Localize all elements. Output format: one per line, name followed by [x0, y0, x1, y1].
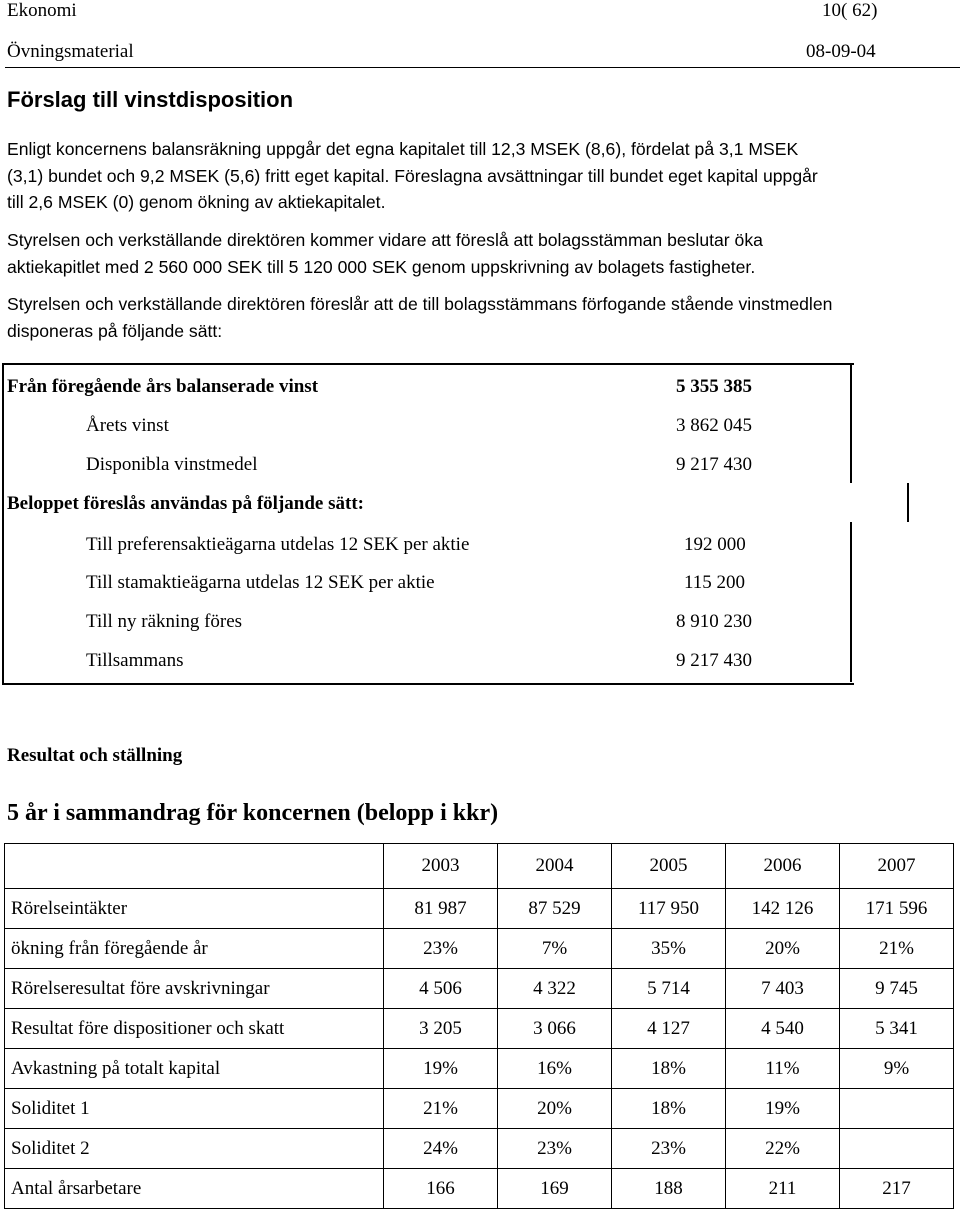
- table-cell: 21%: [384, 1089, 498, 1129]
- row-label: Soliditet 2: [5, 1129, 384, 1169]
- table-cell: 5 714: [612, 969, 726, 1009]
- row-label: Resultat före dispositioner och skatt: [5, 1009, 384, 1049]
- disposition-label-available: Disponibla vinstmedel: [86, 454, 258, 475]
- table-row: [5, 1169, 954, 1209]
- table-cell: 3 066: [498, 1009, 612, 1049]
- table-row: [5, 1049, 954, 1089]
- disposition-right-border-top: [850, 363, 852, 483]
- disposition-value-retained: 5 355 385: [676, 376, 752, 397]
- disposition-label-carried: Till ny räkning föres: [86, 611, 243, 632]
- table-cell: 4 322: [498, 969, 612, 1009]
- paragraph-line: till 2,6 MSEK (0) genom ökning av aktiekapitalet.: [7, 192, 386, 212]
- header-rule: [5, 67, 960, 68]
- disposition-value-common: 115 200: [684, 572, 746, 593]
- table-header-row: [5, 844, 954, 889]
- table-cell: 24%: [384, 1129, 498, 1169]
- table-cell: 23%: [612, 1129, 726, 1169]
- table-row: [5, 969, 954, 1009]
- table-cell: 5 341: [839, 1009, 953, 1049]
- paragraph-line: Enligt koncernens balansräkning uppgår det egna kapitalet till 12,3 MSEK (8,6), fördelat på 3,1 MSEK: [7, 139, 799, 159]
- table-cell: [839, 1129, 953, 1169]
- disposition-label-preference: Till preferensaktieägarna utdelas 12 SEK per aktie: [86, 534, 470, 555]
- year-header: 2005: [612, 844, 726, 889]
- table-cell: 7%: [498, 929, 612, 969]
- disposition-value-year-profit: 3 862 045: [676, 415, 752, 436]
- row-label: Rörelseresultat före avskrivningar: [5, 969, 384, 1009]
- year-header: 2004: [498, 844, 612, 889]
- page-number: 10( 62): [822, 0, 878, 21]
- table-cell: 22%: [725, 1129, 839, 1169]
- table-cell: 169: [498, 1169, 612, 1209]
- summary-table: [4, 843, 954, 1209]
- table-header-empty: [5, 844, 384, 889]
- disposition-value-total: 9 217 430: [676, 650, 752, 671]
- section-heading: Resultat och ställning: [7, 745, 183, 766]
- summary-title: 5 år i sammandrag för koncernen (belopp i kkr): [7, 800, 499, 826]
- table-row: [5, 1129, 954, 1169]
- table-cell: 171 596: [839, 889, 953, 929]
- table-cell: 9%: [839, 1049, 953, 1089]
- table-cell: 9 745: [839, 969, 953, 1009]
- table-cell: 11%: [725, 1049, 839, 1089]
- page-title: Förslag till vinstdisposition: [7, 87, 294, 112]
- paragraph-share-capital: [7, 227, 955, 280]
- disposition-label-proposal: Beloppet föreslås användas på följande sätt:: [7, 493, 364, 514]
- table-row: [5, 1009, 954, 1049]
- table-cell: 16%: [498, 1049, 612, 1089]
- table-cell: 35%: [612, 929, 726, 969]
- table-cell: 4 540: [725, 1009, 839, 1049]
- year-header: 2003: [384, 844, 498, 889]
- table-cell: 20%: [498, 1089, 612, 1129]
- paragraph-line: aktiekapitlet med 2 560 000 SEK till 5 120 000 SEK genom uppskrivning av bolagets fastigheter.: [7, 256, 756, 277]
- table-cell: 4 506: [384, 969, 498, 1009]
- disposition-value-available: 9 217 430: [676, 454, 752, 475]
- row-label: Rörelseintäkter: [5, 889, 384, 929]
- year-header: 2006: [725, 844, 839, 889]
- paragraph-line: Styrelsen och verkställande direktören kommer vidare att föreslå att bolagsstämman beslutar öka: [7, 230, 763, 250]
- table-cell: 81 987: [384, 889, 498, 929]
- header-material: Övningsmaterial: [7, 41, 134, 62]
- disposition-label-year-profit: Årets vinst: [86, 415, 169, 436]
- table-cell: 23%: [498, 1129, 612, 1169]
- paragraph-line: disponeras på följande sätt:: [7, 320, 223, 341]
- table-cell: 117 950: [612, 889, 726, 929]
- table-cell: 18%: [612, 1049, 726, 1089]
- table-cell: 87 529: [498, 889, 612, 929]
- disposition-label-common: Till stamaktieägarna utdelas 12 SEK per aktie: [86, 572, 435, 593]
- table-cell: 166: [384, 1169, 498, 1209]
- disposition-value-preference: 192 000: [684, 534, 746, 555]
- table-cell: 23%: [384, 929, 498, 969]
- row-label: Soliditet 1: [5, 1089, 384, 1129]
- paragraph-disposition-intro: [7, 291, 955, 344]
- table-cell: 19%: [384, 1049, 498, 1089]
- header-date: 08-09-04: [806, 41, 876, 62]
- disposition-right-border-bottom: [850, 522, 852, 682]
- table-cell: 21%: [839, 929, 953, 969]
- row-label: ökning från föregående år: [5, 929, 384, 969]
- header-subject: Ekonomi: [7, 0, 77, 21]
- table-cell: 20%: [725, 929, 839, 969]
- table-cell: 142 126: [725, 889, 839, 929]
- year-header: 2007: [839, 844, 953, 889]
- paragraph-equity: [7, 136, 955, 216]
- disposition-label-retained: Från föregående års balanserade vinst: [7, 376, 319, 397]
- table-cell: 211: [725, 1169, 839, 1209]
- table-cell: 3 205: [384, 1009, 498, 1049]
- table-cell: 4 127: [612, 1009, 726, 1049]
- disposition-stray-mark: [907, 483, 909, 522]
- table-cell: 18%: [612, 1089, 726, 1129]
- table-cell: [839, 1089, 953, 1129]
- disposition-value-carried: 8 910 230: [676, 611, 752, 632]
- table-row: [5, 889, 954, 929]
- table-cell: 7 403: [725, 969, 839, 1009]
- table-cell: 19%: [725, 1089, 839, 1129]
- table-row: [5, 1089, 954, 1129]
- table-cell: 188: [612, 1169, 726, 1209]
- disposition-label-total: Tillsammans: [86, 650, 184, 671]
- paragraph-line: (3,1) bundet och 9,2 MSEK (5,6) fritt eget kapital. Föreslagna avsättningar till bundet eget kapital uppgår: [7, 165, 818, 186]
- disposition-box: [2, 363, 854, 685]
- table-row: [5, 929, 954, 969]
- paragraph-line: Styrelsen och verkställande direktören föreslår att de till bolagsstämmans förfogande stående vinstmedlen: [7, 294, 833, 314]
- row-label: Avkastning på totalt kapital: [5, 1049, 384, 1089]
- row-label: Antal årsarbetare: [5, 1169, 384, 1209]
- table-cell: 217: [839, 1169, 953, 1209]
